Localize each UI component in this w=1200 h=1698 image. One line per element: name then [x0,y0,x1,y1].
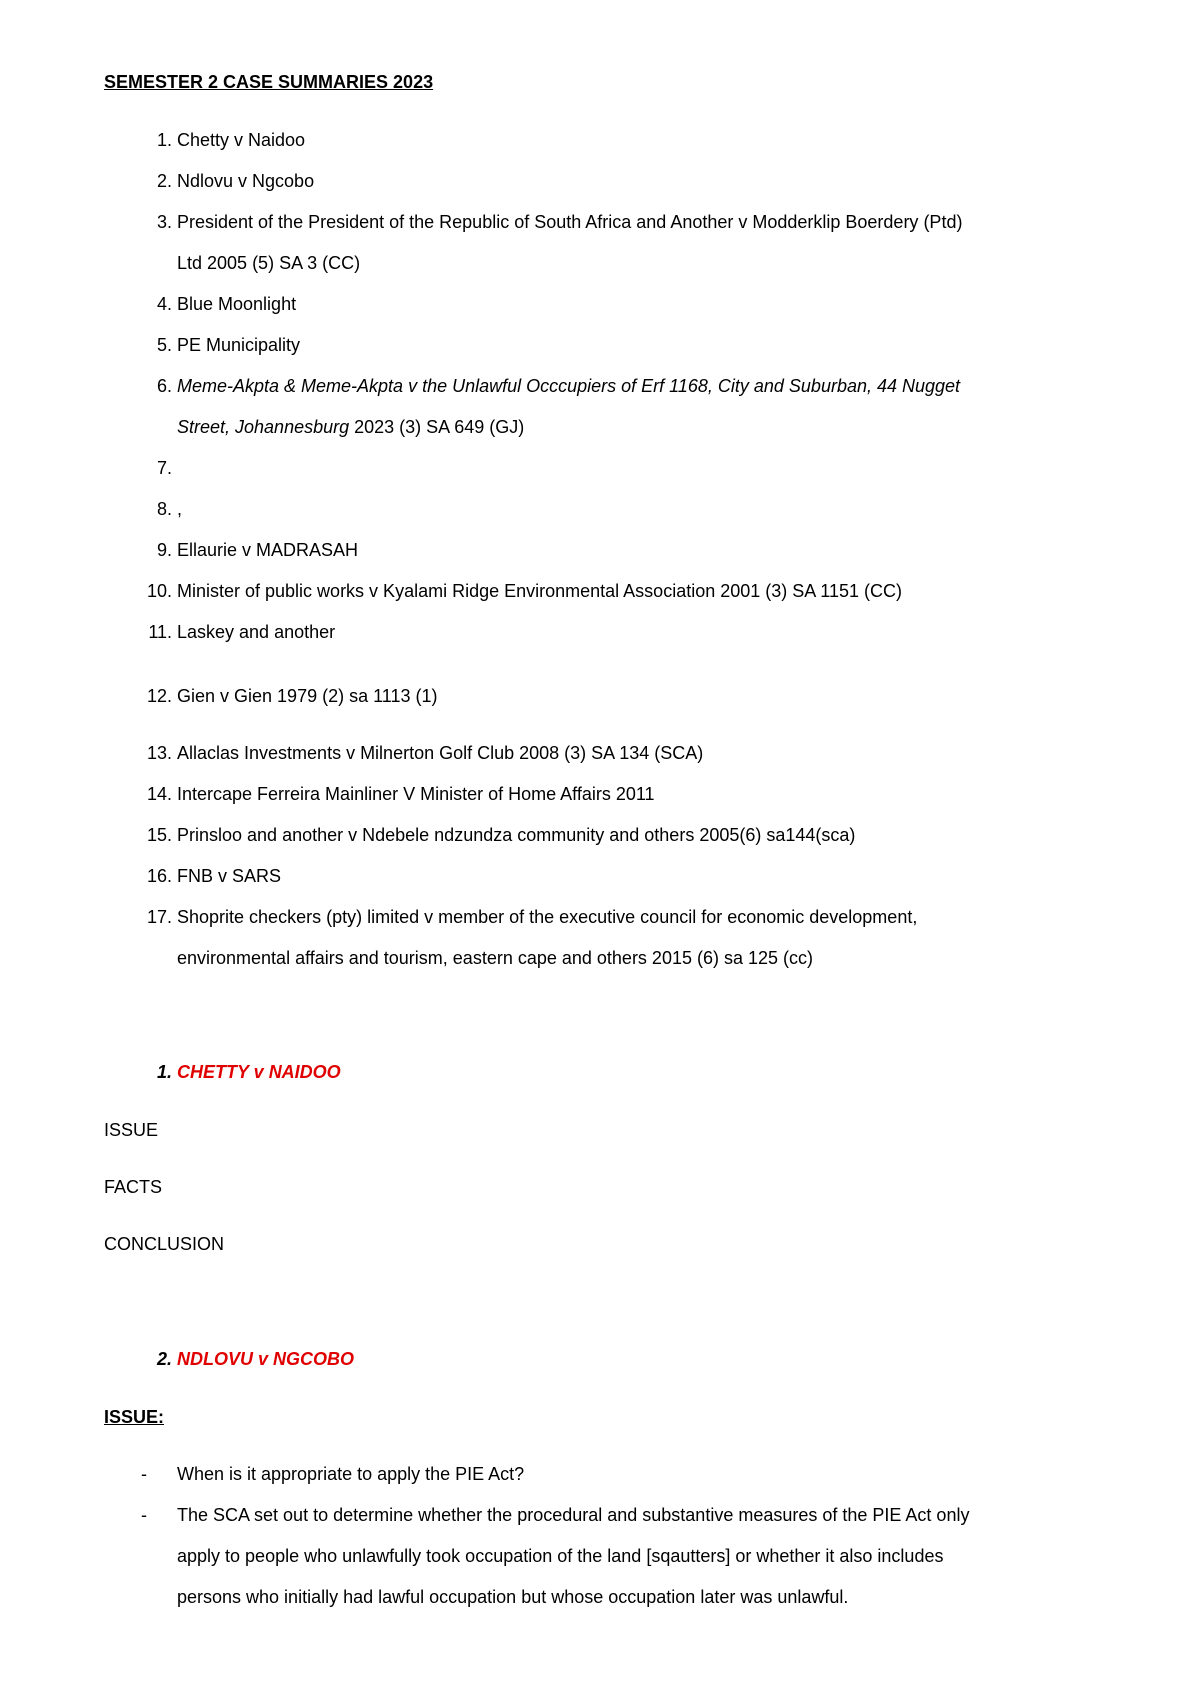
case-list-item [0,612,1200,652]
section-number: 2. [156,1349,172,1369]
case-title: Meme-Akpta & Meme-Akpta v the Unlawful Occcupiers of Erf 1168, City and Suburban, 44 Nugget [177,376,961,396]
bullet-text: When is it appropriate to apply the PIE Act? [177,1464,525,1484]
case-title: Ndlovu v Ngcobo [177,171,315,191]
case-title: Intercape Ferreira Mainliner V Minister of Home Affairs 2011 [177,784,655,804]
case-list-item [0,325,1200,365]
case-list-item [0,571,1200,611]
list-number: 17. [146,907,172,927]
section-number: 1. [156,1062,172,1082]
case-citation: 2023 (3) SA 649 (GJ) [349,417,525,437]
case-title: Laskey and another [177,622,336,642]
case-title: Allaclas Investments v Milnerton Golf Club 2008 (3) SA 134 (SCA) [177,743,704,763]
bullet-item [0,1495,1200,1535]
bullet-text: The SCA set out to determine whether the procedural and substantive measures of the PIE Act only [177,1505,970,1525]
case-list-item [0,897,1200,937]
section-title: NDLOVU v NGCOBO [177,1349,355,1369]
list-number: 6. [156,376,172,396]
case-list-item [0,366,1200,406]
case-title: PE Municipality [177,335,301,355]
list-number: 13. [146,743,172,763]
case-title: Shoprite checkers (pty) limited v member of the executive council for economic development, [177,907,918,927]
case-list-item [0,161,1200,201]
case-title: Ellaurie v MADRASAH [177,540,359,560]
case-list-item [0,815,1200,855]
case-title-continuation [177,407,1097,447]
list-number: 3. [156,212,172,232]
list-number: 15. [146,825,172,845]
section-heading-ndlovu [0,1339,1200,1379]
section-title: CHETTY v NAIDOO [177,1062,341,1082]
list-number: 16. [146,866,172,886]
case-title-italic-part: Street, Johannesburg [177,417,350,437]
case-list-item [0,676,1200,716]
list-number: 7. [156,458,172,478]
bullet-text-continuation: persons who initially had lawful occupation but whose occupation later was unlawful. [177,1587,849,1607]
case-list-item [0,120,1200,160]
case-title: Blue Moonlight [177,294,297,314]
list-number: 10. [146,581,172,601]
case-list-item [0,530,1200,570]
bullet-item [0,1454,1200,1494]
issue-label: ISSUE: [104,1407,165,1427]
case-title: , [177,499,183,519]
conclusion-label: CONCLUSION [104,1234,225,1254]
case-list-item [0,202,1200,242]
list-number: 14. [146,784,172,804]
list-number: 9. [156,540,172,560]
case-title: FNB v SARS [177,866,282,886]
issue-label: ISSUE [104,1120,159,1140]
case-title-continuation: environmental affairs and tourism, eastern cape and others 2015 (6) sa 125 (cc) [177,948,814,968]
section-heading-chetty [0,1052,1200,1092]
list-number: 11. [148,622,172,642]
case-title: Gien v Gien 1979 (2) sa 1113 (1) [177,686,438,706]
list-number: 12. [146,686,172,706]
case-list-item [0,448,1200,488]
bullet-text-continuation: apply to people who unlawfully took occupation of the land [sqautters] or whether it also includes [177,1546,944,1566]
case-title: President of the President of the Republic of South Africa and Another v Modderklip Boerdery (Ptd) [177,212,963,232]
list-number: 1. [156,130,172,150]
case-title: Minister of public works v Kyalami Ridge Environmental Association 2001 (3) SA 1151 (CC) [177,581,902,601]
case-title-continuation: Ltd 2005 (5) SA 3 (CC) [177,253,361,273]
case-list-item [0,489,1200,529]
list-number: 8. [156,499,172,519]
case-title: Prinsloo and another v Ndebele ndzundza community and others 2005(6) sa144(sca) [177,825,856,845]
bullet-dash: - [141,1505,147,1525]
case-title: Chetty v Naidoo [177,130,306,150]
case-list-item [0,284,1200,324]
case-list-item [0,856,1200,896]
case-list-item [0,774,1200,814]
list-number: 5. [156,335,172,355]
list-number: 4. [156,294,172,314]
list-number: 2. [156,171,172,191]
document-title: SEMESTER 2 CASE SUMMARIES 2023 [104,72,434,92]
case-list-item [0,733,1200,773]
bullet-dash: - [141,1464,147,1484]
facts-label: FACTS [104,1177,163,1197]
